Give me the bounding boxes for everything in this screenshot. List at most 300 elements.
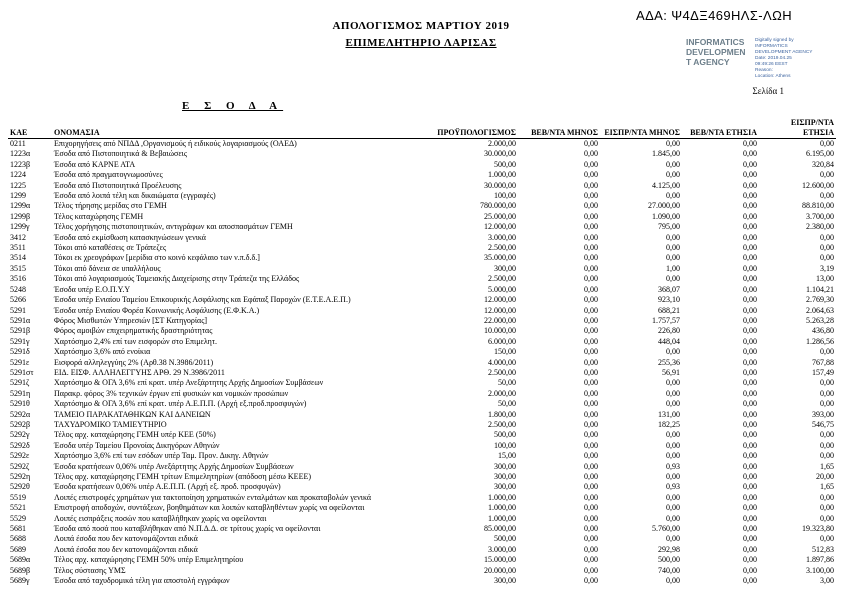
cell-kae: 5291 <box>10 305 26 315</box>
cell-budget: 4.000,00 <box>488 357 516 367</box>
cell-certified-month: 0,00 <box>584 492 598 502</box>
header-collected-month: ΕΙΣΠΡ/ΝΤΑ ΜΗΝΟΣ <box>600 118 682 139</box>
table-row <box>8 420 836 430</box>
table-row <box>8 285 836 295</box>
cell-kae: 5519 <box>10 492 26 502</box>
cell-certified-year: 0,00 <box>743 409 757 419</box>
cell-kae: 5266 <box>10 295 26 305</box>
revenue-table-body <box>8 139 836 587</box>
cell-collected-month: 0,93 <box>666 482 680 492</box>
cell-certified-year: 0,00 <box>743 576 757 586</box>
cell-certified-year: 0,00 <box>743 430 757 440</box>
cell-name: Τέλος σύστασης ΥΜΣ <box>54 565 126 575</box>
cell-kae: 3511 <box>10 243 26 253</box>
cell-collected-year: 512,83 <box>812 544 834 554</box>
cell-kae: 1225 <box>10 180 26 190</box>
cell-name: Τόκοι εκ χρεογράφων [μερίδια στο κοινό κεφάλαιο των ν.π.δ.δ.] <box>54 253 260 263</box>
cell-kae: 3515 <box>10 263 26 273</box>
cell-collected-month: 131,00 <box>658 409 680 419</box>
cell-budget: 100,00 <box>494 191 516 201</box>
cell-kae: 3412 <box>10 232 26 242</box>
stamp-agency-line: DEVELOPMEN <box>686 46 746 57</box>
cell-budget: 300,00 <box>494 263 516 273</box>
cell-name: Έσοδα κρατήσεων 0,06% υπέρ Α.Ε.Π.Π. (Αρχή εξ. προδ. προσφυγών) <box>54 482 281 492</box>
cell-certified-year: 0,00 <box>743 544 757 554</box>
cell-budget: 20.000,00 <box>484 565 516 575</box>
cell-name: Έσοδα κρατήσεων 0,06% υπέρ Ανεξάρτητης Αρχής Δημοσίων Συμβάσεων <box>54 461 294 471</box>
cell-certified-year: 0,00 <box>743 232 757 242</box>
cell-kae: 5529 <box>10 513 26 523</box>
cell-budget: 12.000,00 <box>484 295 516 305</box>
cell-certified-month: 0,00 <box>584 222 598 232</box>
cell-name: Έσοδα από εκμίσθωση κατασκηνώσεων γενικά <box>54 232 206 242</box>
cell-name: Έσοδα από ταχυδρομικά τέλη για αποστολή εγγράφων <box>54 576 230 586</box>
cell-certified-month: 0,00 <box>584 149 598 159</box>
header-kae: ΚΑΕ <box>8 118 52 139</box>
cell-collected-month: 0,00 <box>666 492 680 502</box>
cell-budget: 300,00 <box>494 576 516 586</box>
cell-kae: 5291θ <box>10 399 30 409</box>
header-certified-month: ΒΕΒ/ΝΤΑ ΜΗΝΟΣ <box>518 118 600 139</box>
cell-certified-year: 0,00 <box>743 336 757 346</box>
cell-budget: 15,00 <box>498 451 516 461</box>
cell-certified-year: 0,00 <box>743 357 757 367</box>
cell-collected-month: 0,00 <box>666 399 680 409</box>
cell-certified-year: 0,00 <box>743 503 757 513</box>
cell-budget: 2.500,00 <box>488 243 516 253</box>
cell-kae: 5292θ <box>10 482 30 492</box>
cell-kae: 5291γ <box>10 336 30 346</box>
cell-certified-month: 0,00 <box>584 305 598 315</box>
cell-kae: 5292ε <box>10 451 30 461</box>
cell-name: Φόρος αμοιβών επιχειρηματικής δραστηριότητας <box>54 326 213 336</box>
table-row <box>8 451 836 461</box>
cell-name: Έσοδα από Πιστοποιητικά Προέλευσης <box>54 180 182 190</box>
cell-kae: 1223α <box>10 149 31 159</box>
cell-budget: 500,00 <box>494 430 516 440</box>
stamp-agency-line: T AGENCY <box>686 56 730 67</box>
cell-name: Έσοδα υπέρ Ενιαίου Ταμείου Επικουρικής Ασφάλισης και Εφάπαξ Παροχών (Ε.Τ.Ε.Α.Ε.Π.) <box>54 295 351 305</box>
cell-kae: 5291δ <box>10 347 30 357</box>
cell-collected-year: 20,00 <box>816 472 834 481</box>
cell-kae: 5291η <box>10 388 31 398</box>
cell-certified-month: 0,00 <box>584 367 598 377</box>
cell-budget: 50,00 <box>498 399 516 409</box>
cell-collected-year: 2.064,63 <box>806 305 834 315</box>
cell-certified-year: 0,00 <box>743 159 757 169</box>
cell-collected-year: 13,00 <box>816 274 834 284</box>
cell-certified-year: 0,00 <box>743 274 757 284</box>
cell-certified-year: 0,00 <box>743 315 757 325</box>
cell-budget: 10.000,00 <box>484 326 516 336</box>
table-row <box>8 524 836 534</box>
cell-collected-year: 0,00 <box>820 243 834 253</box>
cell-budget: 500,00 <box>494 534 516 544</box>
organization-title: ΕΠΙΜΕΛΗΤΗΡΙΟ ΛΑΡΙΣΑΣ <box>345 37 497 49</box>
cell-budget: 15.000,00 <box>484 555 516 565</box>
stamp-detail-text <box>755 38 836 80</box>
cell-budget: 1.000,00 <box>488 513 516 523</box>
cell-budget: 300,00 <box>494 472 516 481</box>
cell-certified-month: 0,00 <box>584 565 598 575</box>
cell-collected-month: 0,00 <box>666 191 680 201</box>
cell-name: Έσοδα από ΚΑΡΝΕ ΑΤΑ <box>54 159 136 169</box>
header-collected-year: ΕΙΣΠΡ/ΝΤΑ ΕΤΗΣΙΑ <box>759 118 836 139</box>
cell-name: Χαρτόσημο 3,6% από ενοίκια <box>54 347 151 357</box>
cell-collected-month: 1.757,57 <box>652 315 680 325</box>
cell-certified-year: 0,00 <box>743 524 757 534</box>
cell-collected-year: 0,00 <box>820 191 834 201</box>
cell-certified-year: 0,00 <box>743 211 757 221</box>
cell-certified-month: 0,00 <box>584 388 598 398</box>
cell-collected-year: 1,65 <box>820 482 834 492</box>
cell-certified-month: 0,00 <box>584 378 598 388</box>
cell-budget: 30.000,00 <box>484 149 516 159</box>
cell-certified-month: 0,00 <box>584 191 598 201</box>
table-row <box>8 274 836 284</box>
cell-kae: 5291στ <box>10 367 34 377</box>
cell-budget: 2.500,00 <box>488 419 516 429</box>
cell-name: Έσοδα υπέρ Ενιαίου Φορέα Κοινωνικής Ασφάλισης (Ε.Φ.Κ.Α.) <box>54 305 260 315</box>
revenue-table <box>8 118 836 586</box>
cell-certified-year: 0,00 <box>743 492 757 502</box>
cell-certified-month: 0,00 <box>584 159 598 169</box>
cell-kae: 5689β <box>10 565 31 575</box>
cell-name: Τέλος τήρησης μερίδας στο ΓΕΜΗ <box>54 201 167 211</box>
cell-collected-year: 6.195,00 <box>806 149 834 159</box>
cell-certified-year: 0,00 <box>743 139 757 148</box>
cell-kae: 1299β <box>10 211 31 221</box>
table-row <box>8 201 836 211</box>
cell-certified-month: 0,00 <box>584 232 598 242</box>
cell-name: Έσοδα από Πιστοποιητικά & Βεβαιώσεις <box>54 149 187 159</box>
table-row <box>8 222 836 232</box>
cell-name: Έσοδα υπέρ Ε.Ο.Π.Υ.Υ <box>54 284 131 294</box>
cell-collected-month: 923,10 <box>658 295 680 305</box>
cell-collected-year: 3.700,00 <box>806 211 834 221</box>
cell-collected-month: 0,00 <box>666 534 680 544</box>
header-name: ΟΝΟΜΑΣΙΑ <box>52 118 426 139</box>
cell-kae: 5292γ <box>10 430 30 440</box>
cell-collected-month: 0,00 <box>666 503 680 513</box>
cell-collected-month: 500,00 <box>658 555 680 565</box>
table-row <box>8 503 836 513</box>
cell-certified-year: 0,00 <box>743 388 757 398</box>
cell-collected-month: 56,91 <box>662 367 680 377</box>
cell-name: ΤΑΧΥΔΡΟΜΙΚΟ ΤΑΜΙΕΥΤΗΡΙΟ <box>54 419 167 429</box>
cell-certified-year: 0,00 <box>743 201 757 211</box>
cell-collected-year: 0,00 <box>820 388 834 398</box>
cell-name: Παρακρ. φόρος 3% τεχνικών έργων επί φυσικών και νομικών προσώπων <box>54 388 289 398</box>
report-title: ΑΠΟΛΟΓΙΣΜΟΣ ΜΑΡΤΙΟΥ 2019 <box>332 20 510 32</box>
cell-budget: 150,00 <box>494 347 516 357</box>
cell-collected-month: 0,00 <box>666 139 680 148</box>
cell-collected-month: 0,00 <box>666 576 680 586</box>
table-row <box>8 566 836 576</box>
cell-collected-month: 448,04 <box>658 336 680 346</box>
cell-certified-month: 0,00 <box>584 253 598 263</box>
cell-name: Τέλος καταχώρησης ΓΕΜΗ <box>54 211 144 221</box>
cell-certified-year: 0,00 <box>743 326 757 336</box>
cell-certified-year: 0,00 <box>743 513 757 523</box>
cell-certified-year: 0,00 <box>743 284 757 294</box>
table-row <box>8 191 836 201</box>
cell-budget: 3.000,00 <box>488 544 516 554</box>
cell-budget: 6.000,00 <box>488 336 516 346</box>
stamp-detail-line: Date: 2019.04.25 <box>755 55 792 61</box>
cell-kae: 5291α <box>10 315 31 325</box>
cell-kae: 5688 <box>10 534 26 544</box>
cell-collected-month: 0,00 <box>666 274 680 284</box>
cell-kae: 1223β <box>10 159 31 169</box>
cell-collected-year: 157,49 <box>812 367 834 377</box>
cell-collected-year: 0,00 <box>820 513 834 523</box>
stamp-detail-line: Digitally signed by <box>755 38 794 43</box>
cell-collected-month: 182,25 <box>658 419 680 429</box>
cell-certified-month: 0,00 <box>584 461 598 471</box>
cell-collected-year: 12.600,00 <box>802 180 834 190</box>
section-title-esoda: Ε Σ Ο Δ Α <box>182 100 284 112</box>
cell-budget: 300,00 <box>494 482 516 492</box>
cell-kae: 5291ε <box>10 357 30 367</box>
cell-certified-month: 0,00 <box>584 295 598 305</box>
stamp-detail-line: 09:49:26 EEST <box>755 61 788 67</box>
cell-budget: 22.000,00 <box>484 315 516 325</box>
cell-budget: 25.000,00 <box>484 211 516 221</box>
cell-kae: 5689α <box>10 555 31 565</box>
cell-collected-month: 1.090,00 <box>652 211 680 221</box>
table-row <box>8 295 836 305</box>
cell-budget: 35.000,00 <box>484 253 516 263</box>
table-row <box>8 347 836 357</box>
cell-kae: 0211 <box>10 139 26 148</box>
stamp-detail-line: Reason: <box>755 67 773 73</box>
cell-collected-month: 0,93 <box>666 461 680 471</box>
cell-certified-month: 0,00 <box>584 534 598 544</box>
cell-collected-year: 767,88 <box>812 357 834 367</box>
cell-kae: 5292α <box>10 409 31 419</box>
cell-collected-year: 0,00 <box>820 139 834 148</box>
cell-certified-year: 0,00 <box>743 222 757 232</box>
cell-collected-year: 0,00 <box>820 451 834 461</box>
cell-budget: 2.500,00 <box>488 367 516 377</box>
table-row <box>8 306 836 316</box>
cell-collected-month: 0,00 <box>666 472 680 481</box>
cell-collected-month: 0,00 <box>666 440 680 450</box>
cell-collected-year: 0,00 <box>820 347 834 357</box>
cell-collected-year: 0,00 <box>820 253 834 263</box>
cell-certified-month: 0,00 <box>584 180 598 190</box>
cell-collected-year: 0,00 <box>820 492 834 502</box>
cell-certified-year: 0,00 <box>743 263 757 273</box>
cell-certified-month: 0,00 <box>584 472 598 481</box>
cell-budget: 85.000,00 <box>484 524 516 534</box>
cell-collected-year: 3,00 <box>820 576 834 586</box>
cell-collected-year: 2.380,00 <box>806 222 834 232</box>
cell-kae: 5681 <box>10 524 26 534</box>
table-row <box>8 233 836 243</box>
cell-collected-year: 1.286,56 <box>806 336 834 346</box>
cell-certified-year: 0,00 <box>743 461 757 471</box>
cell-certified-month: 0,00 <box>584 211 598 221</box>
cell-certified-year: 0,00 <box>743 305 757 315</box>
cell-kae: 1224 <box>10 170 26 180</box>
cell-collected-year: 0,00 <box>820 399 834 409</box>
table-row <box>8 368 836 378</box>
cell-certified-year: 0,00 <box>743 534 757 544</box>
table-row <box>8 253 836 263</box>
table-row <box>8 326 836 336</box>
cell-name: Τόκοι από λογαριασμούς Ταμειακής Διαχείρισης στην Τράπεζα της Ελλάδος <box>54 274 300 284</box>
table-row <box>8 462 836 472</box>
table-row <box>8 160 836 170</box>
cell-collected-month: 0,00 <box>666 513 680 523</box>
table-row <box>8 482 836 492</box>
table-row <box>8 545 836 555</box>
cell-kae: 5291ζ <box>10 378 30 388</box>
cell-kae: 1299γ <box>10 222 30 232</box>
cell-certified-month: 0,00 <box>584 419 598 429</box>
stamp-detail-line: INFORMATICS <box>755 43 788 49</box>
cell-collected-month: 226,80 <box>658 326 680 336</box>
cell-name: Έσοδα από πραγματογνωμοσύνες <box>54 170 163 180</box>
header-budget: ΠΡΟΫΠΟΛΟΓΙΣΜΟΣ <box>426 118 518 139</box>
cell-collected-month: 0,00 <box>666 159 680 169</box>
cell-name: Τέλος χορήγησης πιστοποιητικών, αντιγράφων και αποσπασμάτων ΓΕΜΗ <box>54 222 293 232</box>
cell-collected-month: 4.125,00 <box>652 180 680 190</box>
cell-collected-month: 0,00 <box>666 451 680 461</box>
cell-certified-month: 0,00 <box>584 513 598 523</box>
cell-collected-year: 1.104,21 <box>806 284 834 294</box>
cell-certified-year: 0,00 <box>743 472 757 481</box>
cell-collected-month: 0,00 <box>666 253 680 263</box>
cell-name: Επιχορηγήσεις από ΝΠΔΔ ,Οργανισμούς ή ειδικούς λογαριασμούς (ΟΑΕΔ) <box>54 139 297 148</box>
cell-name: Λοιπά έσοδα που δεν κατονομάζονται ειδικά <box>54 534 198 544</box>
cell-budget: 100,00 <box>494 440 516 450</box>
cell-collected-month: 0,00 <box>666 170 680 180</box>
cell-certified-year: 0,00 <box>743 191 757 201</box>
cell-certified-year: 0,00 <box>743 180 757 190</box>
cell-name: Έσοδα υπέρ Ταμείου Προνοίας Δικηγόρων Αθηνών <box>54 440 220 450</box>
ada-code: ΑΔΑ: Ψ4ΔΞ469ΗΛΣ-ΛΩΗ <box>636 8 792 23</box>
table-row <box>8 430 836 440</box>
cell-certified-month: 0,00 <box>584 430 598 440</box>
table-row <box>8 243 836 253</box>
table-row <box>8 576 836 586</box>
table-row <box>8 399 836 409</box>
cell-kae: 5292η <box>10 472 31 481</box>
cell-name: Τέλος αρχ. καταχώρησης ΓΕΜΗ υπέρ ΚΕΕ (50%) <box>54 430 216 440</box>
cell-collected-year: 2.769,30 <box>806 295 834 305</box>
cell-collected-year: 1.897,86 <box>806 555 834 565</box>
table-row <box>8 441 836 451</box>
cell-budget: 300,00 <box>494 461 516 471</box>
cell-budget: 500,00 <box>494 159 516 169</box>
cell-certified-year: 0,00 <box>743 440 757 450</box>
cell-certified-month: 0,00 <box>584 284 598 294</box>
cell-collected-year: 1,65 <box>820 461 834 471</box>
cell-name: Τόκοι από καταθέσεις σε Τράπεζες <box>54 243 167 253</box>
cell-collected-year: 0,00 <box>820 503 834 513</box>
cell-collected-month: 0,00 <box>666 378 680 388</box>
cell-budget: 3.000,00 <box>488 232 516 242</box>
cell-collected-month: 0,00 <box>666 232 680 242</box>
cell-name: Λοιπές εισπράξεις ποσών που καταβλήθηκαν χωρίς να οφείλονται <box>54 513 267 523</box>
cell-name: Έσοδα από ποσά που καταβλήθηκαν από Ν.Π.Δ.Δ. σε τρίτους χωρίς να οφείλονται <box>54 524 321 534</box>
cell-certified-month: 0,00 <box>584 576 598 586</box>
cell-name: Τόκοι από δάνεια σε υπαλλήλους <box>54 263 161 273</box>
cell-budget: 1.000,00 <box>488 503 516 513</box>
cell-collected-month: 5.760,00 <box>652 524 680 534</box>
cell-name: Τέλος αρχ. καταχώρησης ΓΕΜΗ 50% υπέρ Επιμελητηρίου <box>54 555 244 565</box>
cell-certified-month: 0,00 <box>584 544 598 554</box>
table-row <box>8 181 836 191</box>
cell-collected-year: 88.810,00 <box>802 201 834 211</box>
cell-kae: 3514 <box>10 253 26 263</box>
cell-certified-month: 0,00 <box>584 243 598 253</box>
cell-certified-year: 0,00 <box>743 295 757 305</box>
table-row <box>8 139 836 150</box>
table-row <box>8 555 836 565</box>
cell-collected-month: 0,00 <box>666 430 680 440</box>
cell-collected-year: 320,84 <box>812 159 834 169</box>
cell-kae: 1299 <box>10 191 26 201</box>
cell-certified-month: 0,00 <box>584 357 598 367</box>
page-number: Σελίδα 1 <box>752 86 784 96</box>
cell-kae: 1299α <box>10 201 31 211</box>
cell-collected-year: 19.323,80 <box>802 524 834 534</box>
cell-collected-year: 5.263,28 <box>806 315 834 325</box>
cell-budget: 5.000,00 <box>488 284 516 294</box>
table-row <box>8 149 836 159</box>
table-row <box>8 514 836 524</box>
cell-budget: 2.000,00 <box>488 388 516 398</box>
cell-name: Λοιπές επιστροφές χρημάτων για τακτοποίηση χρηματικών ενταλμάτων και προκαταβολών γενικά <box>54 492 372 502</box>
stamp-agency-line: INFORMATICS <box>686 37 745 47</box>
cell-certified-month: 0,00 <box>584 409 598 419</box>
cell-collected-month: 688,21 <box>658 305 680 315</box>
header-row <box>8 118 836 139</box>
cell-collected-month: 795,00 <box>658 222 680 232</box>
cell-kae: 5292δ <box>10 440 30 450</box>
cell-certified-year: 0,00 <box>743 399 757 409</box>
cell-name: ΤΑΜΕΙΟ ΠΑΡΑΚΑΤΑΘΗΚΩΝ ΚΑΙ ΔΑΝΕΙΩΝ <box>54 409 211 419</box>
cell-budget: 50,00 <box>498 378 516 388</box>
cell-name: Χαρτόσημο & ΟΓΑ 3,6% επί κρατ. υπέρ Α.Ε.Π.Π. (Αρχή εξ.προδ.προσφυγών) <box>54 399 307 409</box>
cell-collected-year: 0,00 <box>820 440 834 450</box>
table-row <box>8 378 836 388</box>
table-row <box>8 212 836 222</box>
table-row <box>8 316 836 326</box>
cell-certified-month: 0,00 <box>584 201 598 211</box>
cell-certified-year: 0,00 <box>743 253 757 263</box>
table-row <box>8 410 836 420</box>
cell-collected-month: 292,98 <box>658 544 680 554</box>
table-row <box>8 389 836 399</box>
cell-certified-year: 0,00 <box>743 555 757 565</box>
cell-kae: 5291β <box>10 326 31 336</box>
cell-certified-year: 0,00 <box>743 149 757 159</box>
cell-name: Εισφορά αλληλεγγύης 2% (Αρθ.38 Ν.3986/2011) <box>54 357 214 367</box>
cell-name: Τέλος αρχ. καταχώρησης ΓΕΜΗ τρίτων Επιμελητηρίων (απόδοση μέσω ΚΕΕΕ) <box>54 472 312 481</box>
cell-collected-year: 0,00 <box>820 170 834 180</box>
table-row <box>8 170 836 180</box>
cell-certified-month: 0,00 <box>584 336 598 346</box>
stamp-agency-text <box>686 38 750 67</box>
stamp-detail-line: DEVELOPMENT AGENCY <box>755 49 813 55</box>
cell-collected-year: 3.100,00 <box>806 565 834 575</box>
cell-collected-month: 368,07 <box>658 284 680 294</box>
